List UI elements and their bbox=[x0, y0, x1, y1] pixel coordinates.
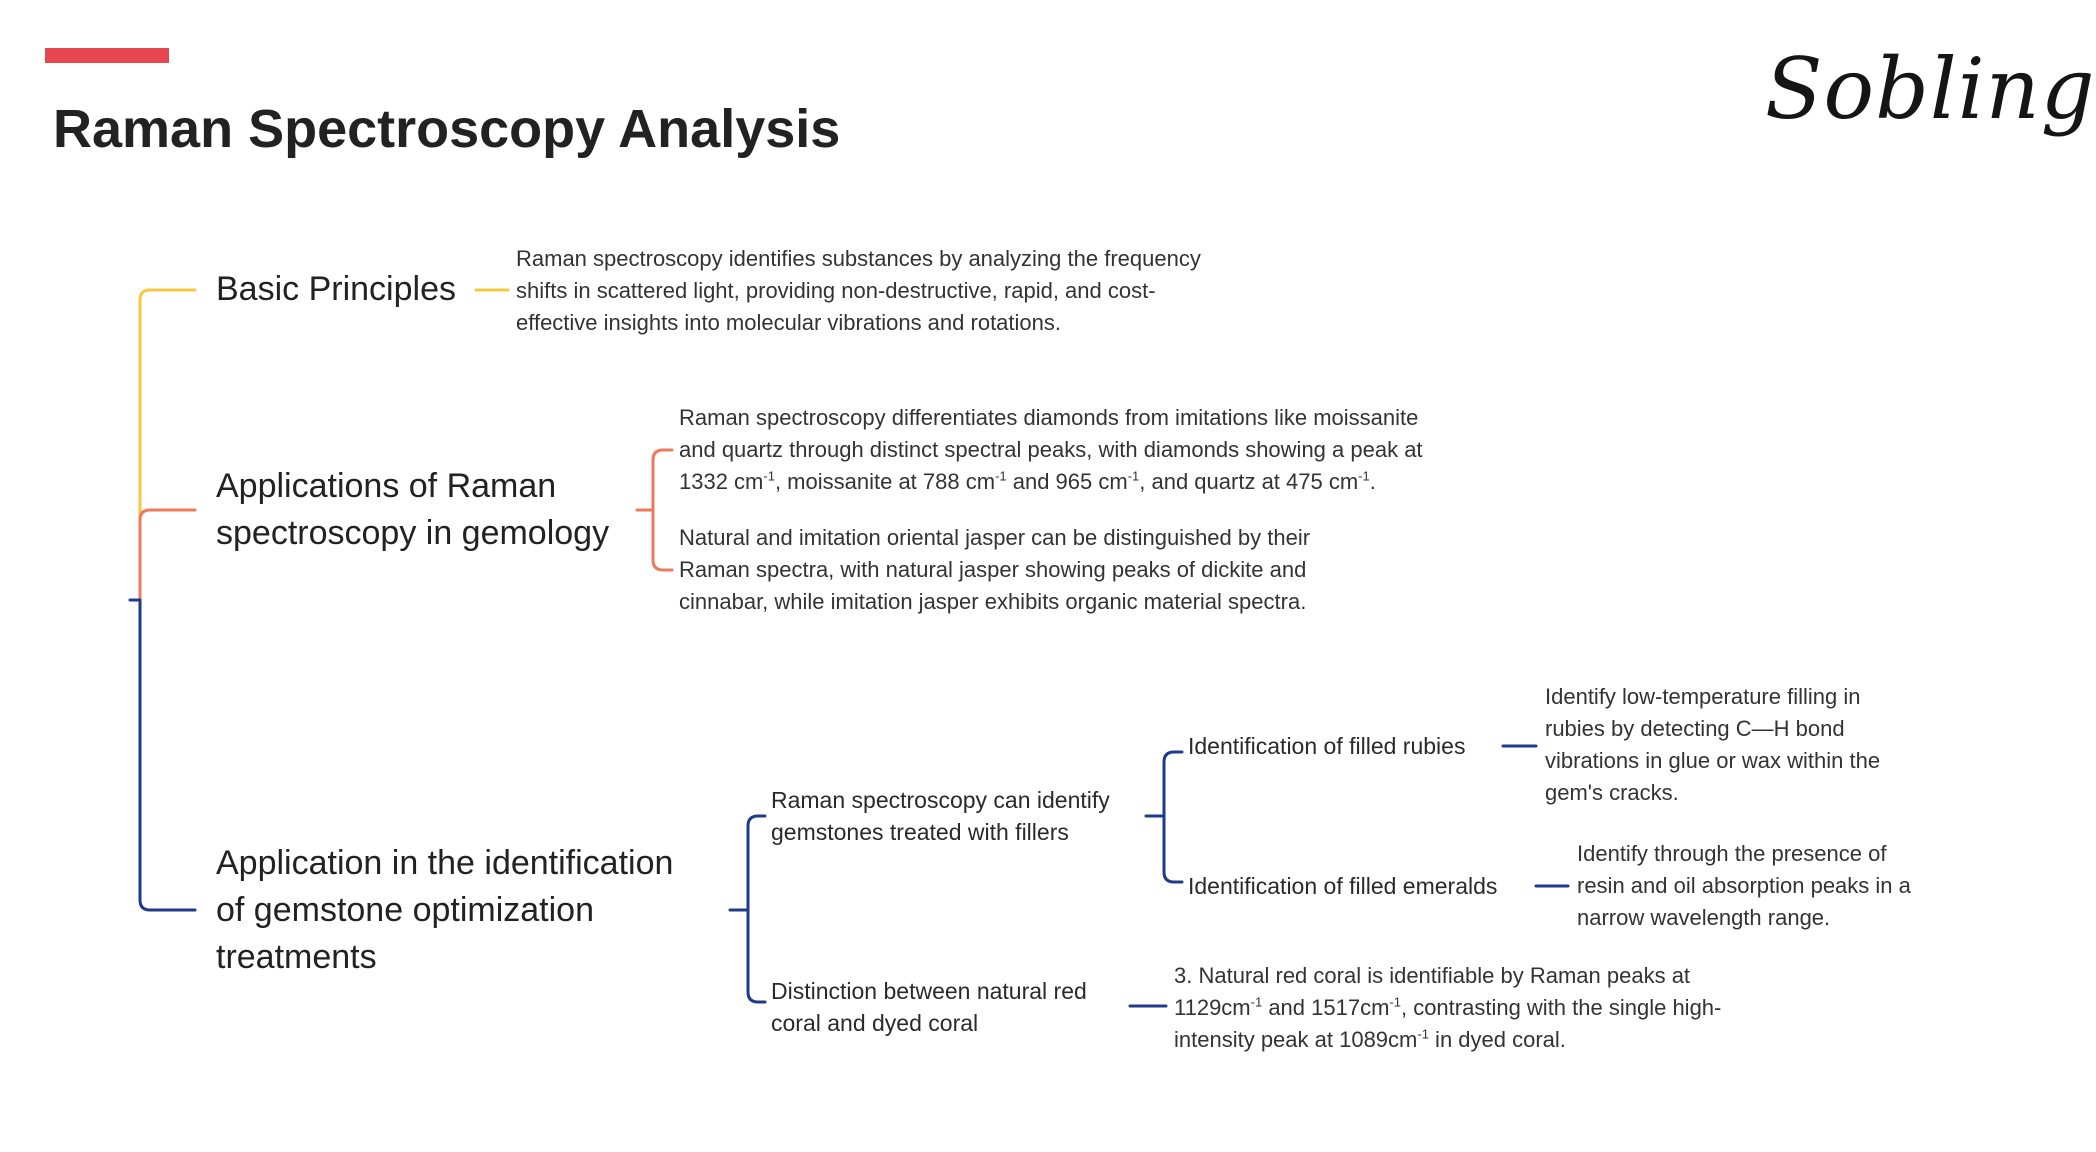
coral-distinction-desc bbox=[1174, 960, 1721, 1056]
superscript: -1 bbox=[1127, 468, 1140, 484]
superscript: -1 bbox=[1417, 1026, 1429, 1042]
filled-emeralds-desc bbox=[1577, 838, 1911, 934]
superscript: -1 bbox=[1358, 468, 1370, 484]
node-line: treatments bbox=[216, 938, 377, 976]
text-run: and 965 cm bbox=[1006, 469, 1128, 494]
basic-principles-desc bbox=[516, 243, 1201, 339]
page-title: Raman Spectroscopy Analysis bbox=[53, 99, 841, 159]
text-run: and 1517cm bbox=[1262, 995, 1390, 1020]
superscript: -1 bbox=[1250, 994, 1263, 1010]
desc-line: 3. Natural red coral is identifiable by Raman peaks at bbox=[1174, 963, 1691, 988]
desc-line: gem's cracks. bbox=[1545, 780, 1679, 805]
text-run: in dyed coral. bbox=[1428, 1027, 1566, 1052]
text-run: . bbox=[1369, 469, 1376, 494]
desc-line bbox=[1174, 992, 1721, 1024]
desc-line: Raman spectroscopy identifies substances by analyzing the frequency bbox=[516, 246, 1201, 271]
node-coral-distinction bbox=[771, 975, 1087, 1039]
desc-line: effective insights into molecular vibrations and rotations. bbox=[516, 310, 1061, 335]
connector-fillers-bracket bbox=[1146, 752, 1182, 882]
diamond-identification-desc bbox=[679, 402, 1423, 498]
node-basic-principles: Basic Principles bbox=[216, 270, 456, 308]
desc-line: Natural and imitation oriental jasper can be distinguished by their bbox=[679, 525, 1311, 550]
node-gemology-applications bbox=[216, 463, 609, 557]
text-run: , and quartz at 475 cm bbox=[1139, 469, 1359, 494]
desc-line: vibrations in glue or wax within the bbox=[1545, 748, 1881, 773]
connector-basic bbox=[140, 290, 195, 520]
desc-line bbox=[679, 466, 1423, 498]
node-optimization-treatments bbox=[216, 840, 673, 981]
text-run: , contrasting with the single high- bbox=[1400, 995, 1722, 1020]
brand-logo: Sobling bbox=[1765, 40, 2096, 138]
node-line: Raman spectroscopy can identify bbox=[771, 787, 1110, 813]
text-run: , moissanite at 788 cm bbox=[774, 469, 996, 494]
superscript: -1 bbox=[995, 468, 1007, 484]
connector-optimization-bracket bbox=[730, 816, 765, 1002]
desc-line: shifts in scattered light, providing non-destructive, rapid, and cost- bbox=[516, 278, 1156, 303]
node-line: spectroscopy in gemology bbox=[216, 514, 610, 552]
node-line: gemstones treated with fillers bbox=[771, 819, 1069, 845]
text-run: intensity peak at 1089cm bbox=[1174, 1027, 1418, 1052]
desc-line: narrow wavelength range. bbox=[1577, 905, 1831, 930]
superscript: -1 bbox=[1389, 994, 1401, 1010]
desc-line: resin and oil absorption peaks in a bbox=[1577, 873, 1911, 898]
text-run: 1332 cm bbox=[679, 469, 764, 494]
desc-line: Raman spectra, with natural jasper showing peaks of dickite and bbox=[679, 557, 1307, 582]
connector-optimization bbox=[140, 600, 195, 910]
node-line: coral and dyed coral bbox=[771, 1010, 979, 1036]
desc-line: cinnabar, while imitation jasper exhibits organic material spectra. bbox=[679, 589, 1307, 614]
node-line: Applications of Raman bbox=[216, 467, 557, 505]
node-filled-rubies: Identification of filled rubies bbox=[1188, 733, 1466, 759]
node-line: Application in the identification bbox=[216, 844, 674, 882]
desc-line: Identify through the presence of bbox=[1577, 841, 1887, 866]
desc-line: rubies by detecting C—H bond bbox=[1545, 716, 1845, 741]
node-line: of gemstone optimization bbox=[216, 891, 594, 929]
node-filled-emeralds: Identification of filled emeralds bbox=[1188, 873, 1498, 899]
connector-gemology-bracket bbox=[637, 450, 672, 570]
node-filler-treatment bbox=[771, 784, 1110, 848]
superscript: -1 bbox=[763, 468, 775, 484]
desc-line bbox=[1174, 1024, 1721, 1056]
desc-line: and quartz through distinct spectral peaks, with diamonds showing a peak at bbox=[679, 437, 1423, 462]
filled-rubies-desc bbox=[1545, 681, 1880, 809]
text-run: 1129cm bbox=[1174, 995, 1251, 1020]
jasper-identification-desc bbox=[679, 522, 1310, 618]
desc-line: Raman spectroscopy differentiates diamonds from imitations like moissanite bbox=[679, 405, 1419, 430]
desc-line: Identify low-temperature filling in bbox=[1545, 684, 1861, 709]
node-line: Distinction between natural red bbox=[771, 978, 1087, 1004]
connector-gemology bbox=[140, 510, 195, 600]
